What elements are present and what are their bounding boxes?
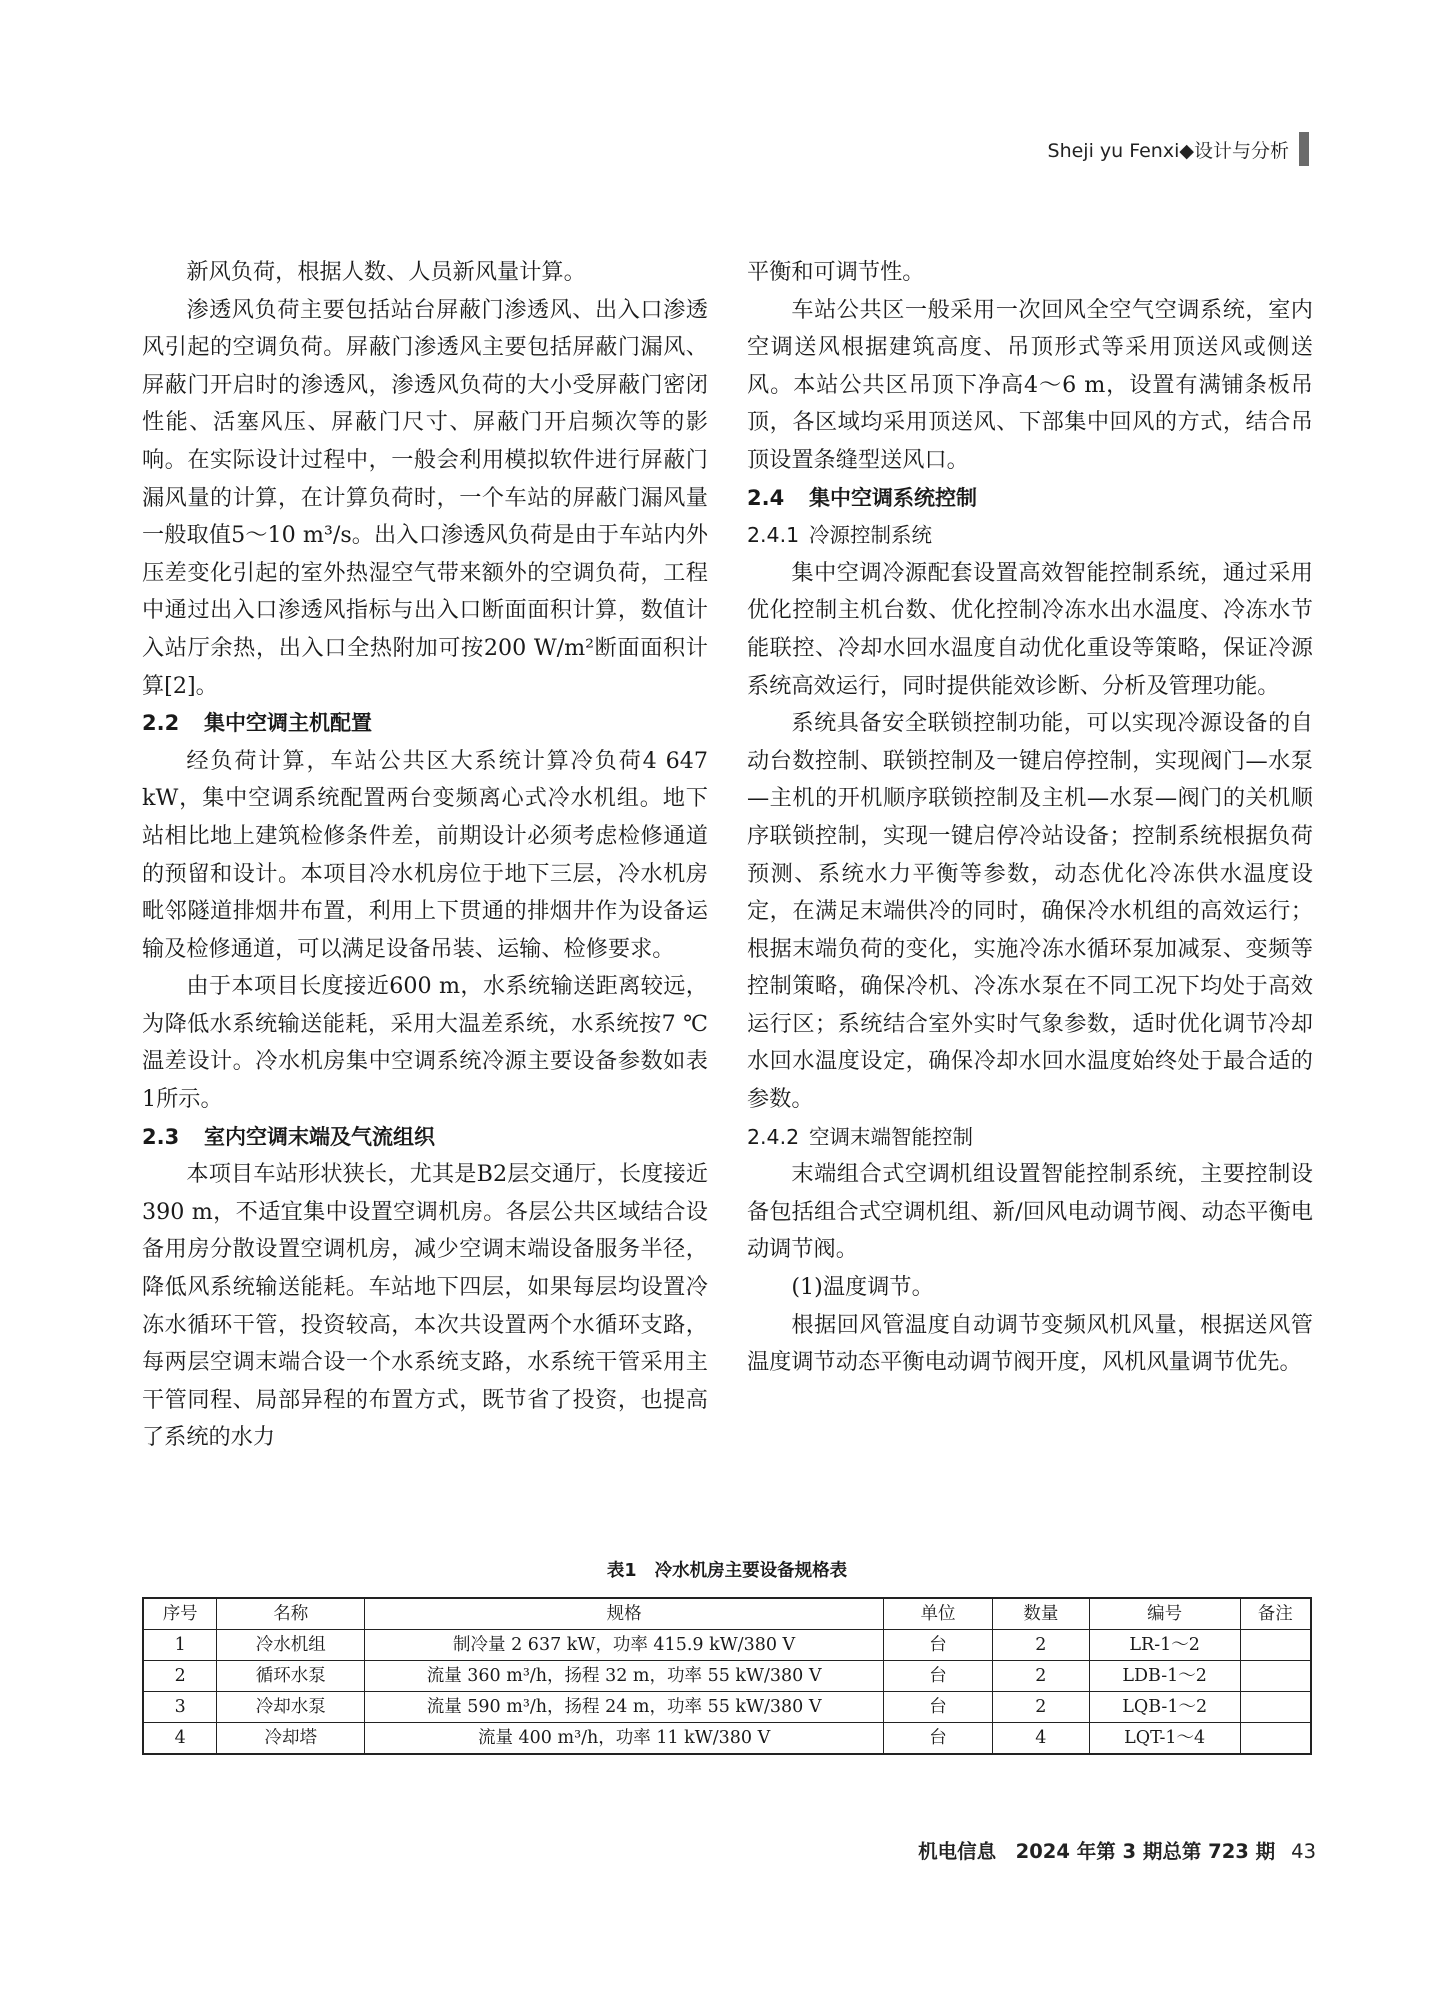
paragraph: 经负荷计算，车站公共区大系统计算冷负荷4 647 kW，集中空调系统配置两台变频离心式冷水机组。地下站相比地上建筑检修条件差，前期设计必须考虑检修通道的预留和设计。本项目冷水机房位于地下三层，冷水机房毗邻隧道排烟井布置，利用上下贯通的排烟井作为设备运输及检修通道，可以满足设备吊装、运输、检修要求。: [142, 747, 708, 962]
equipment-table: [142, 1597, 1312, 1755]
header-cell: 备注: [1240, 1598, 1311, 1630]
paragraph: 末端组合式空调机组设置智能控制系统，主要控制设备包括组合式空调机组、新/回风电动调节阀、动态平衡电动调节阀。: [747, 1161, 1313, 1263]
section-title: 集中空调主机配置: [204, 711, 372, 736]
paragraph: 由于本项目长度接近600 m，水系统输送距离较远，为降低水系统输送能耗，采用大温差系统，水系统按7 ℃温差设计。冷水机房集中空调系统冷源主要设备参数如表1所示。: [142, 973, 708, 1113]
table-cell: 4: [992, 1723, 1089, 1755]
table-cell: 2: [992, 1630, 1089, 1661]
paragraph: 新风负荷，根据人数、人员新风量计算。: [186, 259, 586, 285]
running-footer: [918, 1836, 1316, 1864]
table-cell: 2: [992, 1692, 1089, 1723]
table-cell: [1240, 1723, 1311, 1755]
table-cell: [1240, 1630, 1311, 1661]
table-cell: 台: [884, 1692, 993, 1723]
table-row: [143, 1630, 1311, 1661]
paragraph: 根据回风管温度自动调节变频风机风量，根据送风管温度调节动态平衡电动调节阀开度，风机风量调节优先。: [747, 1311, 1313, 1376]
header-text: Sheji yu Fenxi◆设计与分析: [1047, 139, 1289, 162]
table-cell: 流量 400 m³/h，功率 11 kW/380 V: [365, 1723, 884, 1755]
subsection-title: 空调末端智能控制: [809, 1124, 973, 1149]
section-heading: [142, 705, 708, 743]
table-cell: [1240, 1692, 1311, 1723]
section-number: 2.4: [747, 485, 785, 510]
table-cell: 1: [143, 1630, 217, 1661]
table-row: [143, 1692, 1311, 1723]
table-caption: [142, 1556, 1312, 1586]
table-cell: 台: [884, 1630, 993, 1661]
table-cell: 流量 360 m³/h，扬程 32 m，功率 55 kW/380 V: [365, 1661, 884, 1692]
section-title: 室内空调末端及气流组织: [204, 1124, 435, 1149]
left-column: [142, 254, 708, 1457]
paragraph: 平衡和可调节性。: [747, 259, 925, 285]
section-heading: [747, 480, 1313, 518]
paragraph: 车站公共区一般采用一次回风全空气空调系统，室内空调送风根据建筑高度、吊顶形式等采用顶送风或侧送风。本站公共区吊顶下净高4～6 m，设置有满铺条板吊顶，各区域均采用顶送风、下部集中回风的方式，结合吊顶设置条缝型送风口。: [747, 296, 1313, 473]
table-cell: 2: [992, 1661, 1089, 1692]
table-cell: LQB-1～2: [1089, 1692, 1240, 1723]
subsection-number: 2.4.1: [747, 523, 800, 548]
header-cell: 序号: [143, 1598, 217, 1630]
paragraph: 渗透风负荷主要包括站台屏蔽门渗透风、出入口渗透风引起的空调负荷。屏蔽门渗透风主要包括屏蔽门漏风、屏蔽门开启时的渗透风，渗透风负荷的大小受屏蔽门密闭性能、活塞风压、屏蔽门尺寸、屏蔽门开启频次等的影响。在实际设计过程中，一般会利用模拟软件进行屏蔽门漏风量的计算，在计算负荷时，一个车站的屏蔽门漏风量一般取值5～10 m³/s。出入口渗透风负荷是由于车站内外压差变化引起的室外热湿空气带来额外的空调负荷，工程中通过出入口渗透风指标与出入口断面面积计算，数值计入站厅余热，出入口全热附加可按200 W/m²断面面积计算[2]。: [142, 296, 708, 699]
paragraph: 系统具备安全联锁控制功能，可以实现冷源设备的自动台数控制、联锁控制及一键启停控制，实现阀门—水泵—主机的开机顺序联锁控制及主机—水泵—阀门的关机顺序联锁控制，实现一键启停冷站设备；控制系统根据负荷预测、系统水力平衡等参数，动态优化冷冻供水温度设定，在满足末端供冷的同时，确保冷水机组的高效运行；根据末端负荷的变化，实施冷冻水循环泵加减泵、变频等控制策略，确保冷机、冷冻水泵在不同工况下均处于高效运行区；系统结合室外实时气象参数，适时优化调节冷却水回水温度设定，确保冷却水回水温度始终处于最合适的参数。: [747, 710, 1313, 1113]
table-cell: 流量 590 m³/h，扬程 24 m，功率 55 kW/380 V: [365, 1692, 884, 1723]
table-cell: 制冷量 2 637 kW，功率 415.9 kW/380 V: [365, 1630, 884, 1661]
page-number: 43: [1291, 1840, 1316, 1863]
header-bar-decoration: [1299, 132, 1309, 166]
running-header: [1048, 130, 1309, 168]
journal-issue: 机电信息 2024 年第 3 期总第 723 期: [918, 1840, 1276, 1863]
table-caption-number: 表1: [606, 1561, 637, 1581]
table-cell: LR-1～2: [1089, 1630, 1240, 1661]
table-cell: LQT-1～4: [1089, 1723, 1240, 1755]
header-cell: 单位: [884, 1598, 993, 1630]
table-cell: 2: [143, 1661, 217, 1692]
paragraph: 集中空调冷源配套设置高效智能控制系统，通过采用优化控制主机台数、优化控制冷冻水出水温度、冷冻水节能联控、冷却水回水温度自动优化重设等策略，保证冷源系统高效运行，同时提供能效诊断、分析及管理功能。: [747, 559, 1313, 699]
table-cell: 冷水机组: [217, 1630, 365, 1661]
table-cell: 循环水泵: [217, 1661, 365, 1692]
table-row: [143, 1723, 1311, 1755]
section-title: 集中空调系统控制: [809, 485, 977, 510]
header-cell: 名称: [217, 1598, 365, 1630]
subsection-number: 2.4.2: [747, 1124, 800, 1149]
section-number: 2.2: [142, 711, 180, 736]
table-header-row: [143, 1598, 1311, 1630]
table-caption-title: 冷水机房主要设备规格表: [654, 1561, 848, 1581]
paragraph: (1)温度调节。: [791, 1274, 934, 1301]
header-cell: 数量: [992, 1598, 1089, 1630]
header-cell: 编号: [1089, 1598, 1240, 1630]
section-number: 2.3: [142, 1124, 180, 1149]
table-cell: 4: [143, 1723, 217, 1755]
table-cell: 3: [143, 1692, 217, 1723]
table-cell: 冷却水泵: [217, 1692, 365, 1723]
header-cell: 规格: [365, 1598, 884, 1630]
subsection-heading: [747, 517, 1313, 555]
subsection-heading: [747, 1119, 1313, 1157]
table-cell: 台: [884, 1723, 993, 1755]
subsection-title: 冷源控制系统: [809, 523, 932, 548]
paragraph: 本项目车站形状狭长，尤其是B2层交通厅，长度接近390 m，不适宜集中设置空调机房。各层公共区域结合设备用房分散设置空调机房，减少空调末端设备服务半径，降低风系统输送能耗。车站地下四层，如果每层均设置冷冻水循环干管，投资较高，本次共设置两个水循环支路，每两层空调末端合设一个水系统支路，水系统干管采用主干管同程、局部异程的布置方式，既节省了投资，也提高了系统的水力: [142, 1161, 708, 1451]
table-cell: 冷却塔: [217, 1723, 365, 1755]
right-column: [747, 254, 1313, 1382]
section-heading: [142, 1119, 708, 1157]
table-cell: [1240, 1661, 1311, 1692]
table-row: [143, 1661, 1311, 1692]
table-cell: LDB-1～2: [1089, 1661, 1240, 1692]
table-cell: 台: [884, 1661, 993, 1692]
